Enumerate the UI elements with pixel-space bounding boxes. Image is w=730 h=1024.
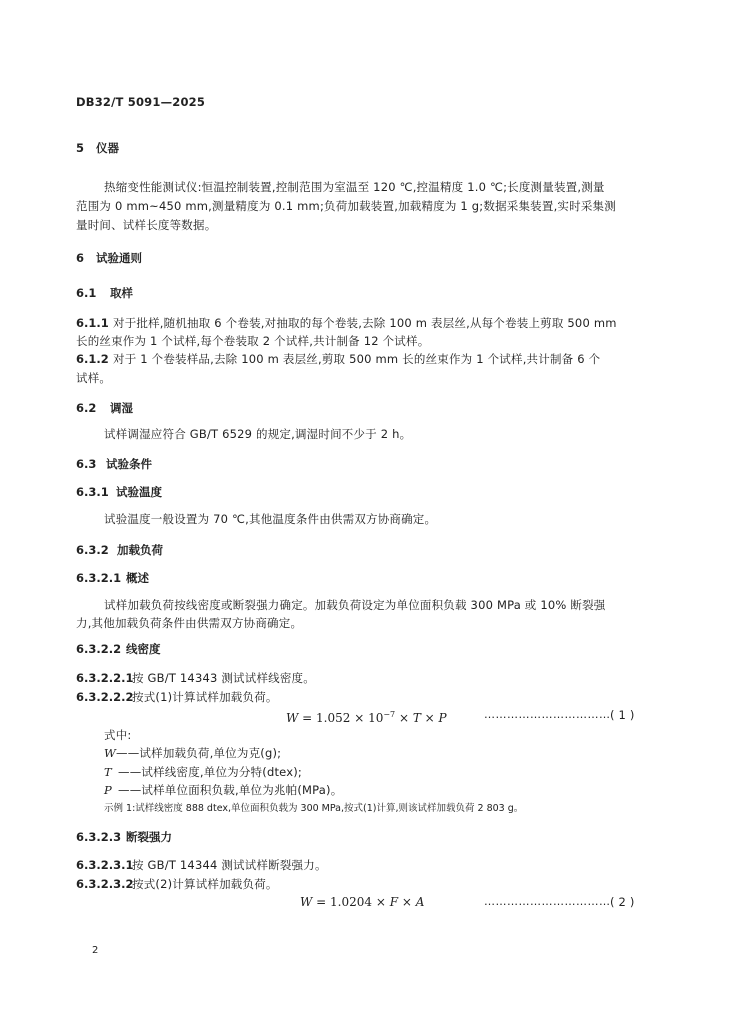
formula-2-leader-dots: …………………………… bbox=[484, 895, 611, 908]
formula-1-times-2: × bbox=[420, 711, 439, 725]
definition-t-text: ——试样线密度,单位为分特(dtex); bbox=[118, 765, 302, 779]
page-number: 2 bbox=[92, 945, 99, 956]
formula-1-p: P bbox=[438, 711, 447, 725]
section-6-2-paragraph: 试样调湿应符合 GB/T 6529 的规定,调湿时间不少于 2 h。 bbox=[104, 427, 412, 441]
clause-6-1-1-number: 6.1.1 bbox=[76, 316, 109, 330]
formula-2-f: F bbox=[389, 895, 399, 909]
section-6-2-title: 调湿 bbox=[110, 401, 133, 415]
definition-p bbox=[104, 783, 342, 797]
section-5-paragraph-line-1: 热缩变性能测试仪:恒温控制装置,控制范围为室温至 120 ℃,控温精度 1.0 ℃;长度测量装置,测量 bbox=[104, 180, 605, 194]
section-6-3-1-number: 6.3.1 bbox=[76, 485, 109, 499]
definition-t bbox=[104, 765, 302, 779]
clause-6-1-2-line-1: 对于 1 个卷装样品,去除 100 m 表层丝,剪取 500 mm 长的丝束作为 1 个试样,共计制备 6 个 bbox=[113, 352, 601, 366]
section-6-3-2-number: 6.3.2 bbox=[76, 543, 109, 557]
definition-w bbox=[104, 746, 281, 760]
section-6-3-1-paragraph: 试验温度一般设置为 70 ℃,其他温度条件由供需双方协商确定。 bbox=[104, 512, 437, 526]
formula-1-times-1: × bbox=[395, 711, 413, 725]
formula-1-leader-dots: …………………………… bbox=[484, 708, 611, 721]
section-6-3-2-1-title: 概述 bbox=[126, 571, 149, 585]
section-6-3-2-2-number: 6.3.2.2 bbox=[76, 642, 122, 656]
definition-p-symbol: P bbox=[104, 783, 112, 797]
section-6-1-title: 取样 bbox=[110, 286, 133, 300]
section-6-3-2-title: 加载负荷 bbox=[117, 543, 163, 557]
section-6-title: 试验通则 bbox=[96, 251, 142, 265]
section-5-paragraph-line-2: 范围为 0 mm~450 mm,测量精度为 0.1 mm;负荷加载装置,加载精度为 1 g;数据采集装置,实时采集测 bbox=[76, 199, 616, 213]
section-6-3-title: 试验条件 bbox=[106, 457, 152, 471]
section-6-3-2-1-number: 6.3.2.1 bbox=[76, 571, 122, 585]
formula-1-w: W bbox=[286, 711, 299, 725]
clause-6-1-2-number: 6.1.2 bbox=[76, 352, 109, 366]
formula-2-number: ( 2 ) bbox=[610, 895, 635, 909]
clause-6-1-1-line-1: 对于批样,随机抽取 6 个卷装,对抽取的每个卷装,去除 100 m 表层丝,从每个卷装上剪取 500 mm bbox=[113, 316, 617, 330]
formula-2-w: W bbox=[300, 895, 313, 909]
where-label: 式中: bbox=[104, 728, 132, 742]
document-number: DB32/T 5091—2025 bbox=[76, 95, 206, 109]
formula-1-exponent: −7 bbox=[383, 710, 396, 719]
clause-6-3-2-3-1-number: 6.3.2.3.1 bbox=[76, 858, 134, 872]
definition-p-text: ——试样单位面积负载,单位为兆帕(MPa)。 bbox=[118, 783, 343, 797]
clause-6-3-2-3-2-number: 6.3.2.3.2 bbox=[76, 877, 134, 891]
section-6-3-2-2-title: 线密度 bbox=[126, 642, 161, 656]
formula-2-times: × bbox=[398, 895, 416, 909]
section-6-3-2-1-paragraph-line-2: 力,其他加载负荷条件由供需双方协商确定。 bbox=[76, 616, 303, 630]
section-6-3-1-title: 试验温度 bbox=[116, 485, 162, 499]
formula-2-a: A bbox=[415, 895, 425, 909]
section-6-number: 6 bbox=[76, 251, 85, 265]
section-5-title: 仪器 bbox=[96, 141, 119, 155]
clause-6-3-2-3-2-text: 按式(2)计算试样加载负荷。 bbox=[132, 877, 278, 891]
formula-1-coefficient: = 1.052 × 10 bbox=[298, 711, 384, 725]
formula-2-coefficient: = 1.0204 × bbox=[312, 895, 390, 909]
section-6-1-number: 6.1 bbox=[76, 286, 97, 300]
clause-6-3-2-2-1-text: 按 GB/T 14343 测试试样线密度。 bbox=[132, 671, 315, 685]
section-5-paragraph-line-3: 量时间、试样长度等数据。 bbox=[76, 218, 217, 232]
section-6-3-2-3-title: 断裂强力 bbox=[126, 830, 172, 844]
section-6-3-2-1-paragraph-line-1: 试样加载负荷按线密度或断裂强力确定。加载负荷设定为单位面积负载 300 MPa 或 10% 断裂强 bbox=[104, 598, 606, 612]
clause-6-3-2-2-2-number: 6.3.2.2.2 bbox=[76, 690, 134, 704]
formula-1-t: T bbox=[412, 711, 421, 725]
formula-1 bbox=[286, 708, 447, 725]
definition-w-text: ——试样加载负荷,单位为克(g); bbox=[116, 746, 282, 760]
clause-6-3-2-3-1-text: 按 GB/T 14344 测试试样断裂强力。 bbox=[132, 858, 327, 872]
clause-6-1-1-line-2: 长的丝束作为 1 个试样,每个卷装取 2 个试样,共计制备 12 个试样。 bbox=[76, 334, 430, 348]
section-6-3-number: 6.3 bbox=[76, 457, 97, 471]
formula-2 bbox=[300, 895, 424, 909]
section-6-2-number: 6.2 bbox=[76, 401, 97, 415]
definition-w-symbol: W bbox=[104, 746, 117, 760]
clause-6-1-2-line-2: 试样。 bbox=[76, 371, 112, 385]
section-5-number: 5 bbox=[76, 141, 85, 155]
definition-t-symbol: T bbox=[104, 765, 112, 779]
clause-6-3-2-2-1-number: 6.3.2.2.1 bbox=[76, 671, 134, 685]
formula-1-number: ( 1 ) bbox=[610, 708, 635, 722]
section-6-3-2-3-number: 6.3.2.3 bbox=[76, 830, 122, 844]
clause-6-3-2-2-2-text: 按式(1)计算试样加载负荷。 bbox=[132, 690, 278, 704]
example-1: 示例 1:试样线密度 888 dtex,单位面积负载为 300 MPa,按式(1)计算,则该试样加载负荷 2 803 g。 bbox=[104, 803, 524, 814]
